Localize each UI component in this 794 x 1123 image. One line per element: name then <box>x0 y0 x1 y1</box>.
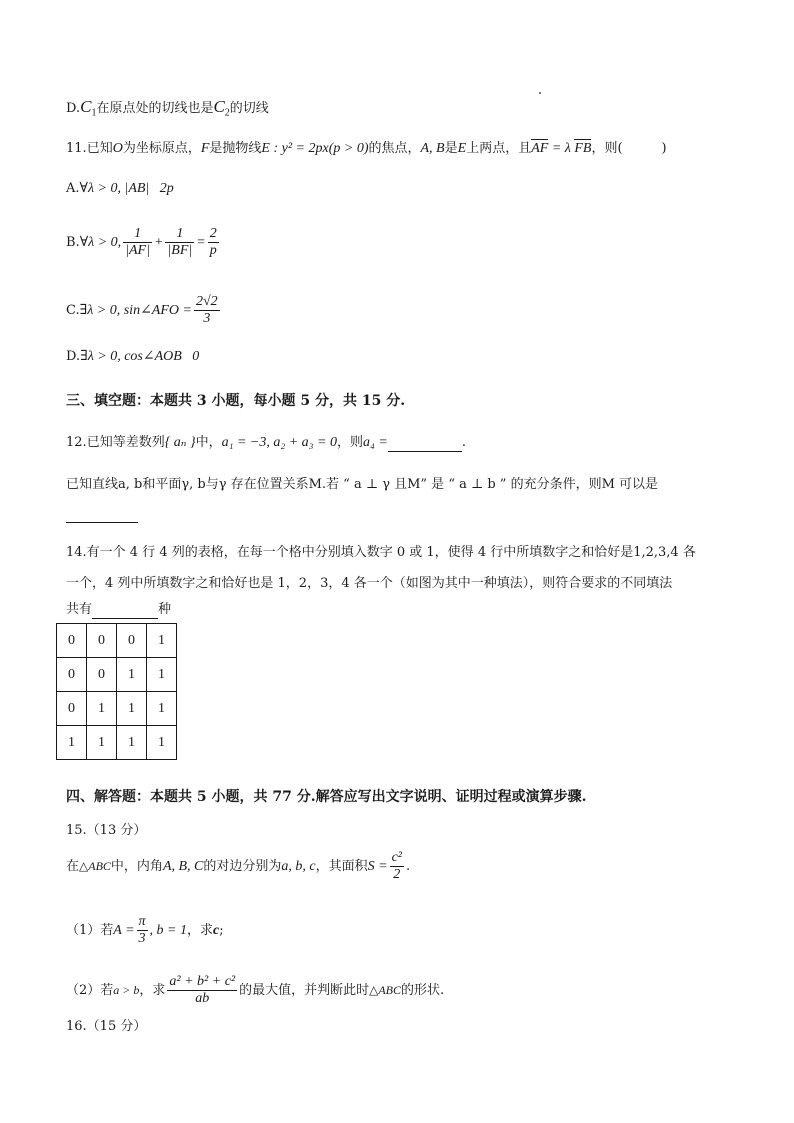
q11-math: A, B <box>420 141 445 156</box>
triangle-abc: △ABC <box>79 859 111 873</box>
grid-cell: 1 <box>117 658 147 692</box>
grid-cell: 0 <box>57 624 87 658</box>
q15-text: ; <box>219 923 224 938</box>
fraction-numerator: 2√2 <box>195 294 218 309</box>
fraction-numerator: π <box>138 914 146 929</box>
q12-text: 已知等差数列 <box>86 435 165 450</box>
q12-end: . <box>461 435 466 450</box>
q12 <box>66 434 466 452</box>
q10-d-text2: 的切线 <box>229 101 269 116</box>
area-s: S = <box>367 859 388 874</box>
vector-af: AF <box>531 141 549 156</box>
q14-text: 共有 <box>66 602 93 617</box>
grid-cell: 0 <box>117 624 147 658</box>
fraction-denominator: ab <box>195 991 210 1006</box>
triangle-abc: △ABC <box>369 983 402 997</box>
q10-option-d <box>66 98 269 123</box>
q11-option-b <box>66 226 221 259</box>
q11-stem <box>66 140 667 158</box>
q11-number: 11. <box>66 141 87 156</box>
q15-text: （1）若 <box>66 923 114 938</box>
grid-cell: 1 <box>57 726 87 760</box>
grid-cell: 0 <box>87 658 117 692</box>
q15-text: 的形状. <box>401 983 445 998</box>
fraction-numerator: c² <box>391 850 403 865</box>
option-label: D. <box>66 349 81 364</box>
grid-cell: 1 <box>147 624 177 658</box>
q14-line-2: 一个，4 列中所填数字之和恰好也是 1，2，3，4 各一个（如图为其中一种填法），则符合要求的不同填法 <box>66 576 673 591</box>
side-b: , b = 1 <box>149 923 187 938</box>
q11-math: F <box>200 141 210 156</box>
grid-cell: 1 <box>147 692 177 726</box>
q11-math: O <box>112 141 123 156</box>
option-label: C. <box>66 303 80 318</box>
q11-option-a <box>66 180 174 198</box>
option-label: D. <box>66 101 81 116</box>
fraction-numerator: 2 <box>209 226 217 241</box>
option-d-expr: ∃λ > 0, cos∠AOB 0 <box>80 349 200 364</box>
q11-text: 为坐标原点， <box>122 141 201 156</box>
fraction <box>208 226 219 259</box>
q15-part-2 <box>66 974 444 1007</box>
fraction-numerator: 1 <box>123 226 152 243</box>
fraction-denominator: 2 <box>393 867 401 882</box>
option-b-expr: ∀λ > 0, <box>79 235 122 250</box>
grid-row <box>57 658 177 692</box>
grid-cell: 1 <box>147 726 177 760</box>
side-c: c <box>213 923 220 938</box>
option-a-expr: ∀λ > 0, |AB| 2p <box>79 181 174 196</box>
fraction-denominator: 3 <box>138 931 146 946</box>
fraction-numerator: 1 <box>165 226 194 243</box>
number-grid <box>56 623 177 760</box>
angles: A, B, C <box>162 859 204 874</box>
q15-text: 的最大值，并判断此时 <box>239 983 370 998</box>
q10-d-text1: 在原点处的切线也是 <box>96 101 214 116</box>
fraction <box>390 850 404 883</box>
fraction-denominator: |AF| <box>125 243 150 258</box>
grid-cell: 1 <box>117 692 147 726</box>
section-4-title: 四、解答题：本题共 5 小题，共 77 分.解答应写出文字说明、证明过程或演算步骤. <box>66 789 587 805</box>
sequence: { aₙ } <box>164 435 196 450</box>
fraction <box>194 294 220 327</box>
grid-cell: 1 <box>147 658 177 692</box>
fraction-denominator: 3 <box>203 311 211 326</box>
sides: a, b, c <box>281 859 316 874</box>
q15-stem <box>66 850 410 883</box>
grid-cell: 1 <box>87 692 117 726</box>
curve-c1-sub: 1 <box>91 107 97 119</box>
q14-line-3 <box>66 601 171 619</box>
q11-text: 是抛物线 <box>209 141 262 156</box>
fraction-denominator: |BF| <box>167 243 193 258</box>
grid-row <box>57 726 177 760</box>
q15-text: ，其面积 <box>315 859 368 874</box>
answer-blank[interactable] <box>92 604 158 619</box>
sequence-condition: a₁ = −3, a₂ + a₃ = 0 <box>221 435 337 450</box>
q15-text: 中，内角 <box>110 859 163 874</box>
q12-target: a₄ = <box>363 435 388 450</box>
q11-text: 上两点，且 <box>466 141 532 156</box>
option-label: A. <box>66 181 80 196</box>
equals-sign: = <box>196 235 206 250</box>
condition: a > b <box>113 983 140 997</box>
q13: 已知直线a, b和平面γ, b与γ 存在位置关系M.若 “ a ⊥ γ 且M” 是 “ a ⊥ b ” 的充分条件，则M 可以是 <box>66 477 659 492</box>
q15-text: ，求 <box>187 923 214 938</box>
q15-text: . <box>406 859 411 874</box>
q11-option-c <box>66 294 222 327</box>
grid-cell: 0 <box>57 692 87 726</box>
grid-cell: 0 <box>87 624 117 658</box>
fraction <box>165 226 194 259</box>
grid-cell: 1 <box>87 726 117 760</box>
curve-c2: C <box>213 97 225 116</box>
q15-text: ，求 <box>139 983 166 998</box>
lambda-equals: = λ <box>548 141 575 156</box>
q15-text: （2）若 <box>66 983 114 998</box>
q11-option-d <box>66 348 199 366</box>
grid-row <box>57 692 177 726</box>
vector-fb: FB <box>574 141 592 156</box>
fraction <box>123 226 152 259</box>
q15-header: 15.（13 分） <box>66 823 147 838</box>
answer-blank[interactable] <box>66 522 138 523</box>
option-c-expr: ∃λ > 0, sin∠AFO = <box>79 303 192 318</box>
fraction <box>167 974 237 1007</box>
q15-text: 的对边分别为 <box>203 859 282 874</box>
fraction-denominator: p <box>209 243 217 258</box>
q11-text: ，则( ) <box>591 141 667 156</box>
q14-text: 种 <box>158 602 172 617</box>
curve-c1: C <box>80 97 92 116</box>
section-3-title: 三、填空题：本题共 3 小题，每小题 5 分，共 15 分. <box>66 393 406 409</box>
grid-cell: 0 <box>57 658 87 692</box>
angle-a: A = <box>113 923 135 938</box>
q12-text: ，则 <box>336 435 363 450</box>
grid-row <box>57 624 177 658</box>
q11-text: 的焦点， <box>368 141 421 156</box>
scan-dot <box>539 92 541 94</box>
grid-cell: 1 <box>117 726 147 760</box>
fraction-numerator: a² + b² + c² <box>169 974 236 989</box>
plus-sign: + <box>153 235 164 250</box>
q12-text: 中， <box>195 435 222 450</box>
q11-math: E <box>457 141 467 156</box>
q15-text: 在 <box>66 859 80 874</box>
answer-blank[interactable] <box>388 437 462 452</box>
q14-line-1: 14.有一个 4 行 4 列的表格，在每一个格中分别填入数字 0 或 1，使得 4 行中所填数字之和恰好是1,2,3,4 各 <box>66 545 696 560</box>
q16-header: 16.（15 分） <box>66 1019 147 1034</box>
fraction <box>137 914 148 947</box>
q12-number: 12. <box>66 435 87 450</box>
q15-part-1 <box>66 914 224 947</box>
option-label: B. <box>66 235 80 250</box>
parabola-equation: E : y² = 2px(p > 0) <box>261 141 369 156</box>
q11-text: 已知 <box>86 141 113 156</box>
q11-text: 是 <box>444 141 458 156</box>
curve-c2-sub: 2 <box>224 107 230 119</box>
